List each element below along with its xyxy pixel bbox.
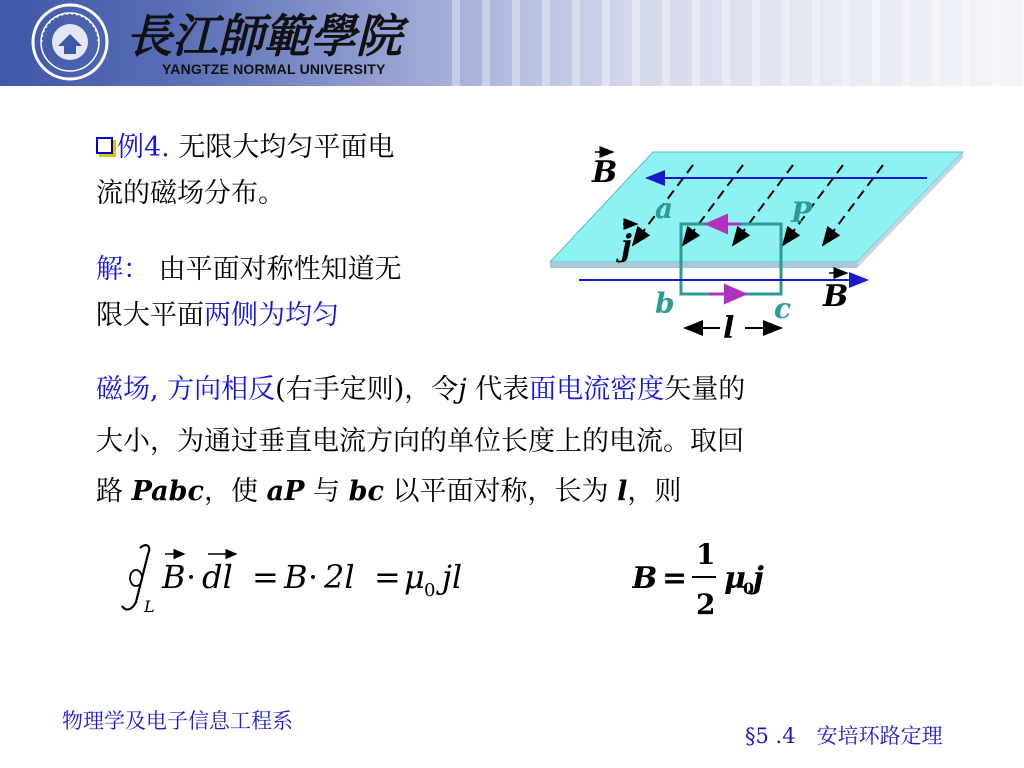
label-l: l <box>723 311 735 346</box>
footer-section-title: §5 .4 安培环路定理 <box>745 724 943 748</box>
school-name-cn: 長江師範學院 <box>126 9 402 63</box>
p1-black3: 矢量的 <box>664 374 746 405</box>
label-B-top: B <box>592 155 618 190</box>
school-name-en: YANGTZE NORMAL UNIVERSITY <box>162 61 386 77</box>
label-a: a <box>655 192 674 225</box>
eq2-numerator: 1 <box>696 538 716 571</box>
eq2-mu-sub: 0 <box>743 579 755 598</box>
example-label: 例4. <box>117 132 170 163</box>
example-title <box>96 130 394 165</box>
eq1-B: B <box>162 558 186 596</box>
p1-black2: 代表 <box>466 374 530 405</box>
b-field-result-equation <box>632 534 792 624</box>
eq1-dot: · <box>186 558 197 596</box>
p1-blue2: 面电流密度 <box>529 374 665 405</box>
label-B-bottom: B <box>823 279 849 314</box>
p3-ap: aP <box>266 476 305 507</box>
eq1-mu-sub: 0 <box>424 580 436 601</box>
paragraph-line2: 大小，为通过垂直电流方向的单位长度上的电流。取回 <box>96 426 744 457</box>
p3-pabc: Pabc <box>131 476 204 507</box>
ampere-law-equation <box>112 538 532 618</box>
sheet-edge <box>550 262 857 268</box>
eq1-2l: 2l <box>324 558 355 596</box>
solution-text1: 由平面对称性知道无 <box>158 254 402 285</box>
header-stripes <box>430 0 1024 86</box>
label-P: P <box>791 196 813 229</box>
p3-b: ，使 <box>204 476 267 507</box>
eq2-B: B <box>632 561 658 596</box>
eq2-mu: μ <box>724 561 746 596</box>
eq1-subscript-L: L <box>144 597 155 616</box>
solution-line1 <box>96 252 402 287</box>
eq1-jl: jl <box>442 558 463 596</box>
label-j: j <box>621 229 632 264</box>
solution-label: 解： <box>96 254 150 285</box>
p3-e: ，则 <box>627 476 682 507</box>
paragraph-line1 <box>96 372 745 407</box>
eq2-j: j <box>753 561 764 596</box>
p1-black1: (右手定则)，令 <box>275 374 459 405</box>
label-b: b <box>655 287 675 320</box>
university-seal-icon <box>30 2 110 82</box>
paragraph-line3 <box>96 474 681 509</box>
example-title-part1: 无限大均匀平面电 <box>178 132 395 163</box>
current-sheet-diagram <box>545 140 975 350</box>
university-name-calligraphy <box>122 4 422 64</box>
solution-text2-black: 限大平面 <box>96 300 204 331</box>
label-c: c <box>774 292 792 325</box>
eq1-dot2: · <box>308 558 319 596</box>
footer-department: 物理学及电子信息工程系 <box>62 709 293 733</box>
eq1-mu: μ <box>404 558 425 596</box>
contour-circle <box>130 570 142 586</box>
eq2-denominator: 2 <box>696 588 716 621</box>
p3-c: 与 <box>304 476 349 507</box>
p3-l: l <box>617 476 628 507</box>
solution-line2 <box>96 298 339 333</box>
eq1-B2: B <box>284 558 308 596</box>
header-banner <box>0 0 1024 86</box>
eq1-equals2: = <box>374 558 401 596</box>
p1-j: j <box>458 374 467 405</box>
p3-bc: bc <box>348 476 384 507</box>
example-title-part2: 流的磁场分布。 <box>96 178 285 209</box>
p1-blue1: 磁场, 方向相反 <box>96 374 276 405</box>
bullet-checkbox-icon <box>96 137 113 154</box>
p3-a: 路 <box>96 476 132 507</box>
eq2-equals: = <box>662 561 688 596</box>
solution-text2-blue: 两侧为均匀 <box>204 300 339 331</box>
eq1-dl: dl <box>202 558 233 596</box>
eq1-equals1: = <box>252 558 279 596</box>
p3-d: 以平面对称，长为 <box>383 476 618 507</box>
